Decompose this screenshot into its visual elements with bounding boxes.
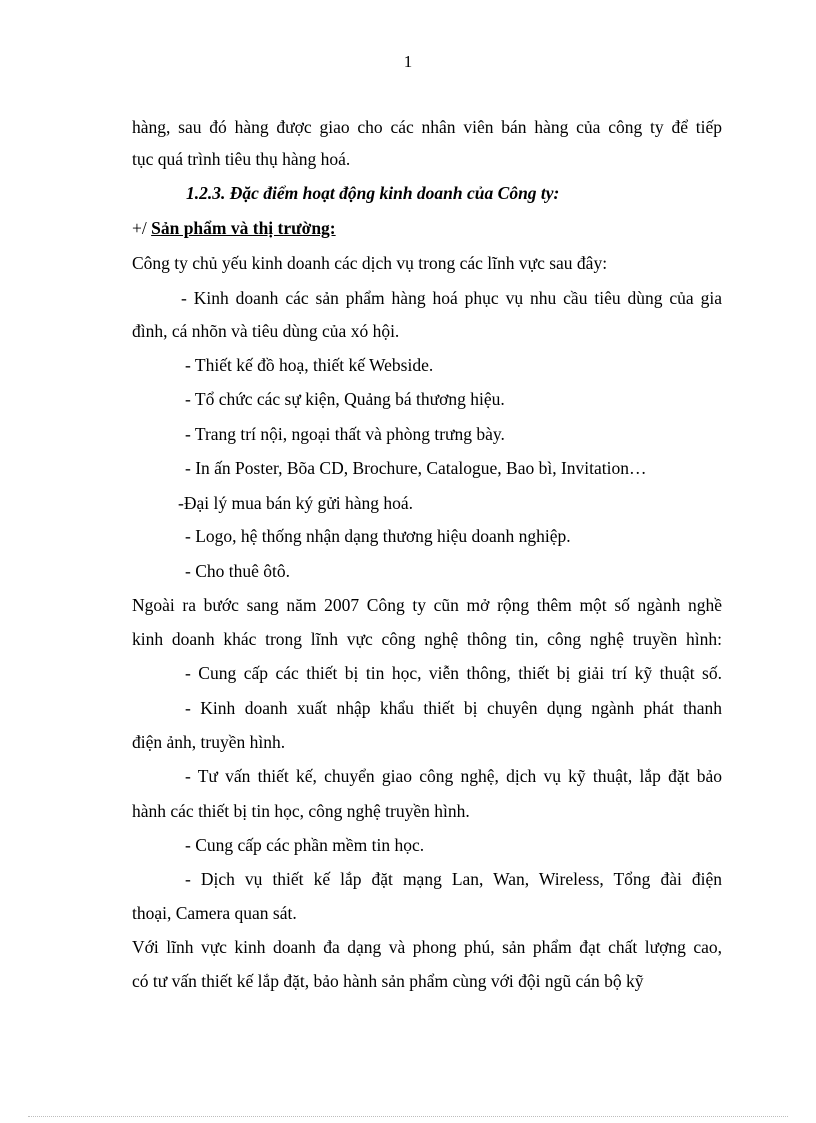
list-item-continuation: hành các thiết bị tin học, công nghệ truyền hình. (132, 801, 470, 821)
list-item: - Kinh doanh xuất nhập khẩu thiết bị chuyên dụng ngành phát thanh (185, 698, 722, 718)
list-item: - Thiết kế đồ hoạ, thiết kế Webside. (185, 355, 434, 375)
list-item: - In ấn Poster, Bõa CD, Brochure, Catalogue, Bao bì, Invitation… (185, 458, 647, 478)
list-item: - Cho thuê ôtô. (185, 561, 290, 581)
page-number: 1 (403, 52, 413, 71)
list-item-continuation: điện ảnh, truyền hình. (132, 732, 286, 752)
body-line: kinh doanh khác trong lĩnh vực công nghệ thông tin, công nghệ truyền hình: (132, 629, 722, 649)
list-item: - Dịch vụ thiết kế lắp đặt mạng Lan, Wan, Wireless, Tổng đài điện (185, 869, 722, 889)
section-heading: 1.2.3. Đặc điểm hoạt động kinh doanh của Công ty: (186, 183, 560, 203)
body-line: có tư vấn thiết kế lắp đặt, bảo hành sản phẩm cùng với đội ngũ cán bộ kỹ (132, 971, 644, 991)
subheading (132, 217, 336, 239)
list-item: - Tổ chức các sự kiện, Quảng bá thương hiệu. (185, 389, 505, 409)
list-item: - Tư vấn thiết kế, chuyển giao công nghệ, dịch vụ kỹ thuật, lắp đặt bảo (185, 766, 722, 786)
body-line: Công ty chủ yếu kinh doanh các dịch vụ trong các lĩnh vực sau đây: (132, 253, 608, 273)
list-item-continuation: đình, cá nhõn và tiêu dùng của xó hội. (132, 321, 400, 341)
body-line: Với lĩnh vực kinh doanh đa dạng và phong phú, sản phẩm đạt chất lượng cao, (132, 937, 722, 957)
footer-divider (28, 1116, 788, 1117)
list-item: - Cung cấp các phần mềm tin học. (185, 835, 425, 855)
list-item: - Trang trí nội, ngoại thất và phòng trưng bày. (185, 424, 505, 444)
body-line: Ngoài ra bước sang năm 2007 Công ty cũn mở rộng thêm một số ngành nghề (132, 595, 722, 615)
body-line: hàng, sau đó hàng được giao cho các nhân viên bán hàng của công ty để tiếp (132, 117, 722, 137)
list-item: - Logo, hệ thống nhận dạng thương hiệu doanh nghiệp. (185, 526, 571, 546)
subheading-title: Sản phẩm và thị trường: (151, 218, 336, 238)
subheading-prefix: +/ (132, 218, 152, 238)
body-line: tục quá trình tiêu thụ hàng hoá. (132, 149, 351, 169)
list-item: - Kinh doanh các sản phẩm hàng hoá phục vụ nhu cầu tiêu dùng của gia (181, 288, 722, 308)
list-item-continuation: thoại, Camera quan sát. (132, 903, 297, 923)
list-item: - Cung cấp các thiết bị tin học, viễn thông, thiết bị giải trí kỹ thuật số. (185, 663, 722, 683)
list-item: -Đại lý mua bán ký gửi hàng hoá. (178, 493, 413, 513)
